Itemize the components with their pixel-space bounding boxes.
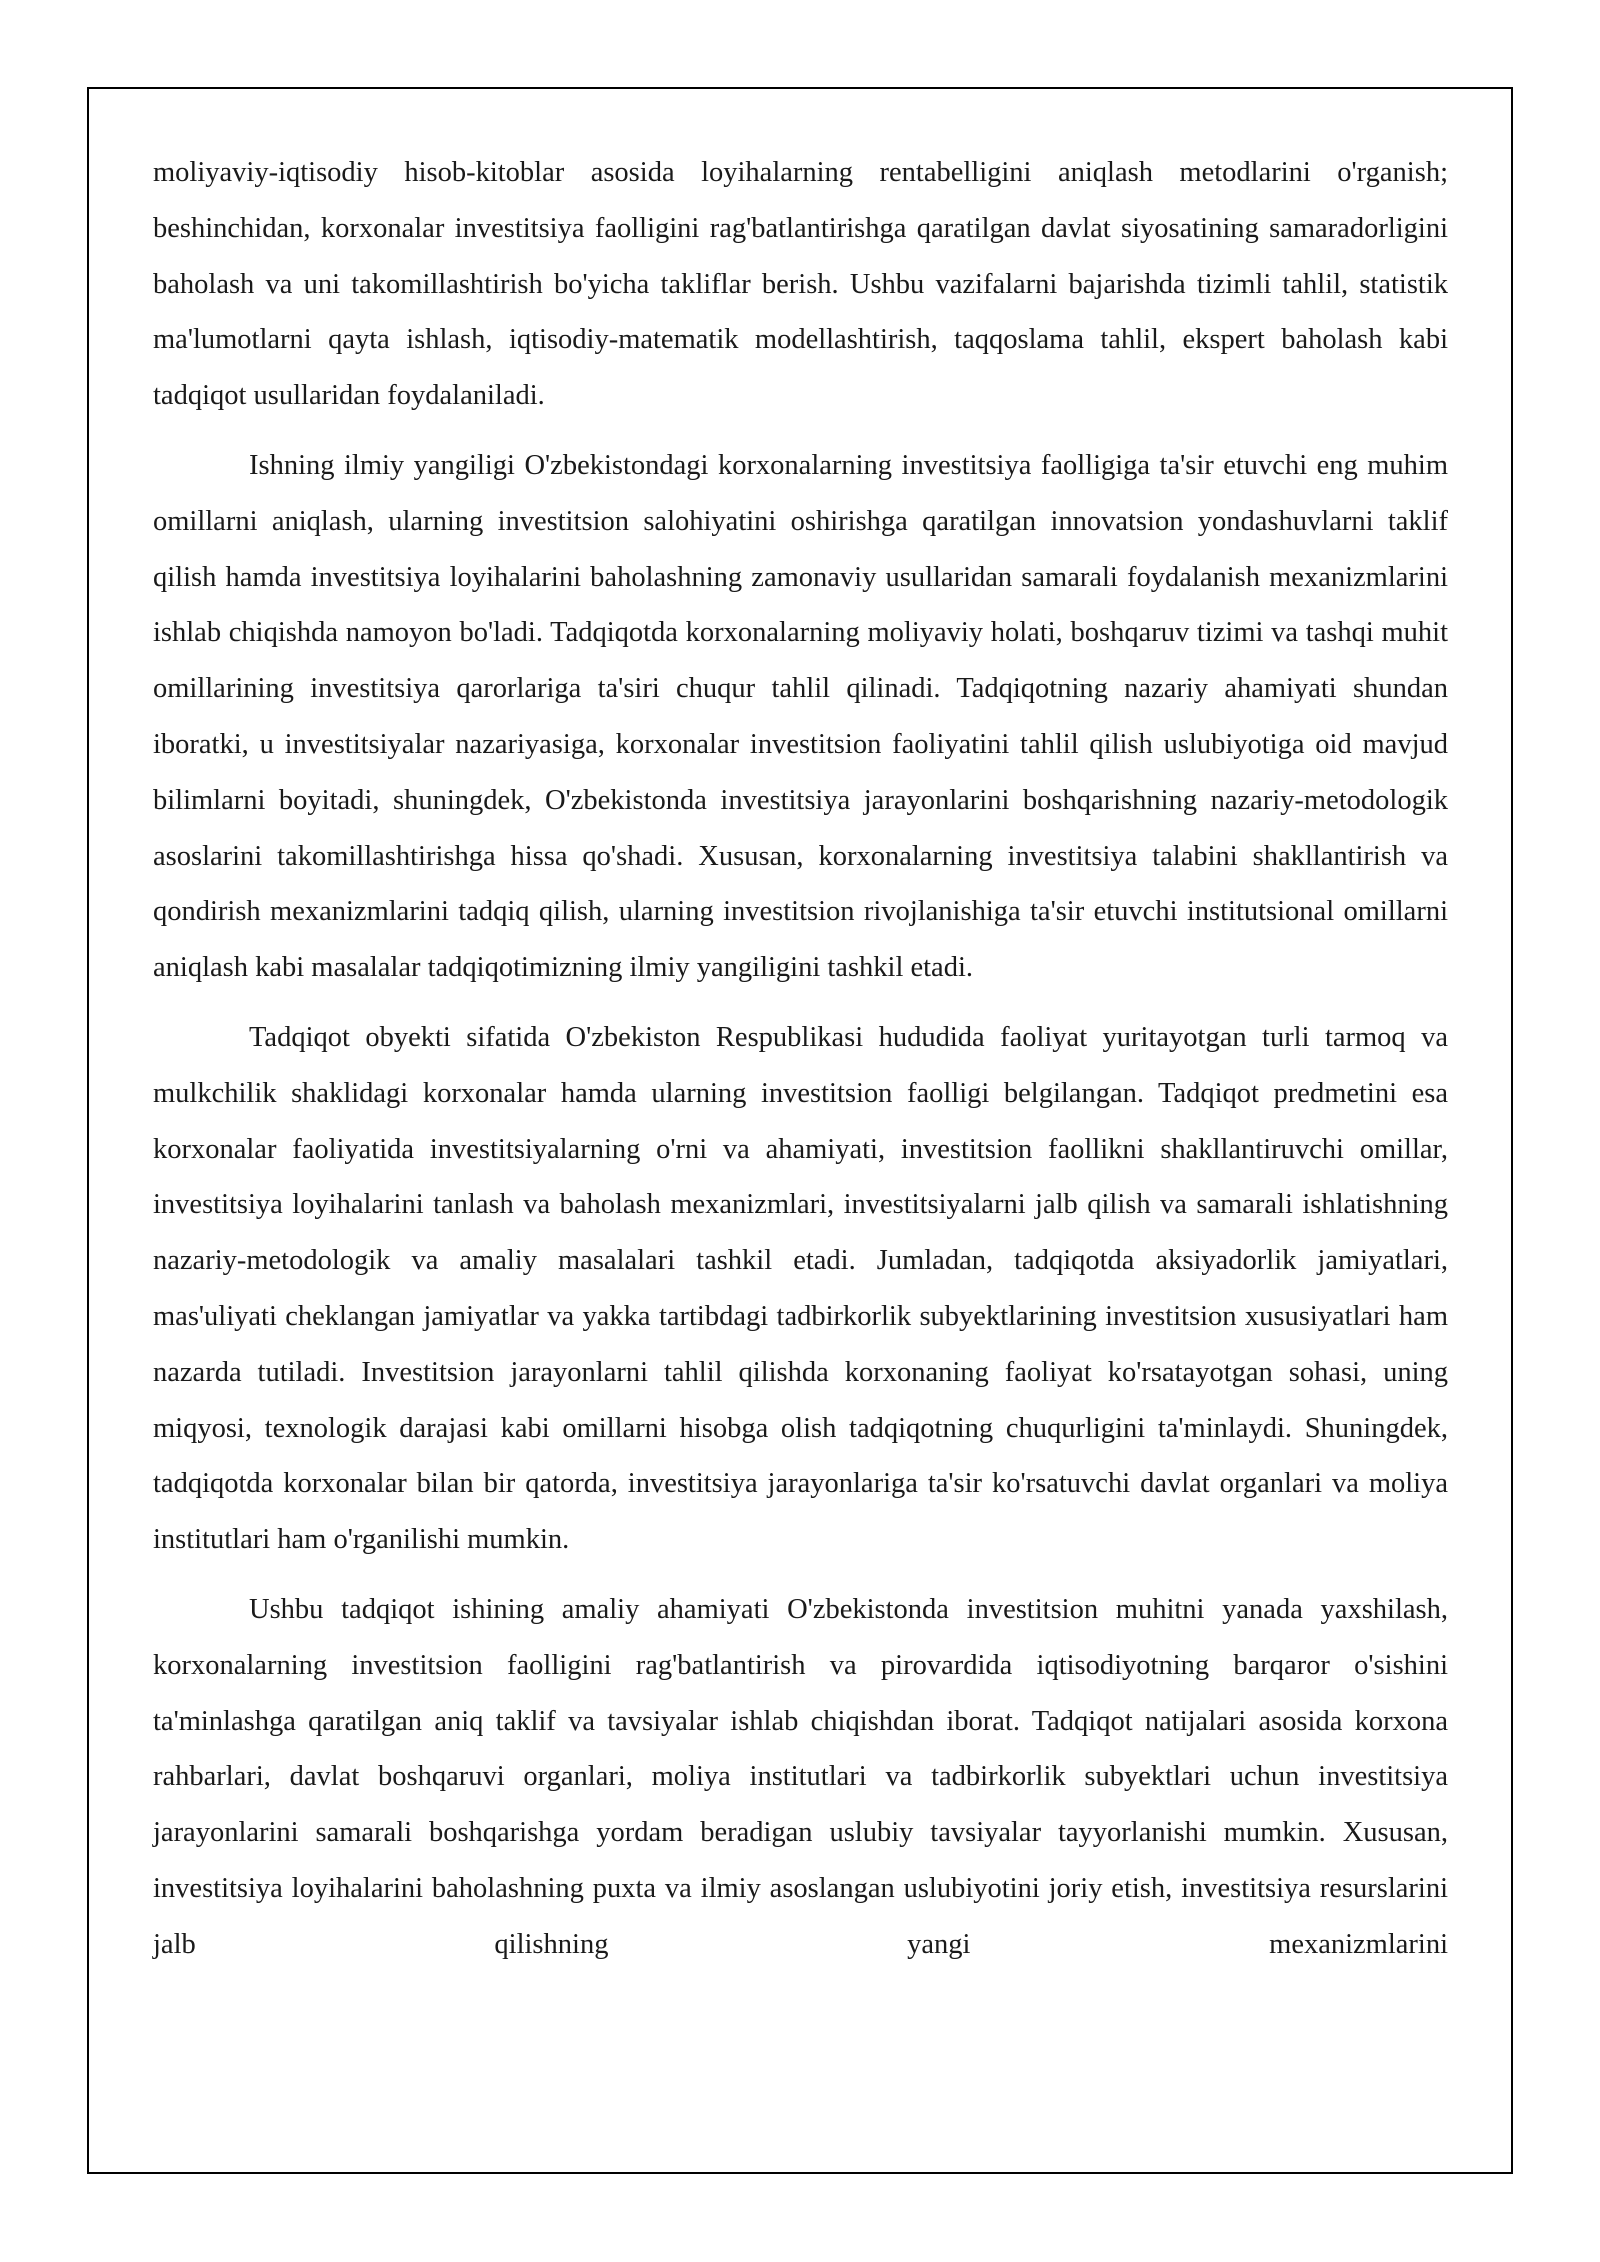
paragraph-practical-significance: Ushbu tadqiqot ishining amaliy ahamiyati O'zbekistonda investitsion muhitni yanada yaxshilash, korxonalarning investitsion faolligini rag'batlantirish va pirovardida iqtisodiyotning barqaror o'sishini ta'minlashga qaratilgan aniq taklif va tavsiyalar ishlab chiqishdan iborat. Tadqiqot natijalari asosida korxona rahbarlari, davlat boshqaruvi organlari, moliya institutlari va tadbirkorlik subyektlari uchun investitsiya jarayonlarini samarali boshqarishga yordam beradigan uslubiy tavsiyalar tayyorlanishi mumkin. Xususan, investitsiya loyihalarini baholashning puxta va ilmiy asoslangan uslubiyotini joriy etish, investitsiya resurslarini jalb qilishning yangi mexanizmlarini xyxy=(153,1593,1448,1960)
paragraph-scientific-novelty: Ishning ilmiy yangiligi O'zbekistondagi korxonalarning investitsiya faolligiga ta'sir etuvchi eng muhim omillarni aniqlash, ularning investitsion salohiyatini oshirishga qaratilgan innovatsion yondashuvlarni taklif qilish hamda investitsiya loyihalarini baholashning zamonaviy usullaridan samarali foydalanish mexanizmlarini ishlab chiqishda namoyon bo'ladi. Tadqiqotda korxonalarning moliyaviy holati, boshqaruv tizimi va tashqi muhit omillarining investitsiya qarorlariga ta'siri chuqur tahlil qilinadi. Tadqiqotning nazariy ahamiyati shundan iboratki, u investitsiyalar nazariyasiga, korxonalar investitsion faoliyatini tahlil qilish uslubiyotiga oid mavjud bilimlarni boyitadi, shuningdek, O'zbekistonda investitsiya jarayonlarini boshqarishning nazariy-metodologik asoslarini takomillashtirishga hissa qo'shadi. Xususan, korxonalarning investitsiya talabini shakllantirish va qondirish mexanizmlarini tadqiq qilish, ularning investitsion rivojlanishiga ta'sir etuvchi institutsional omillarni aniqlash kabi masalalar tadqiqotimizning ilmiy yangiligini tashkil etadi. xyxy=(153,449,1448,984)
document-body xyxy=(153,145,1448,1973)
paragraph-research-object: Tadqiqot obyekti sifatida O'zbekiston Respublikasi hududida faoliyat yuritayotgan turli tarmoq va mulkchilik shaklidagi korxonalar hamda ularning investitsion faolligi belgilangan. Tadqiqot predmetini esa korxonalar faoliyatida investitsiyalarning o'rni va ahamiyati, investitsion faollikni shakllantiruvchi omillar, investitsiya loyihalarini tanlash va baholash mexanizmlari, investitsiyalarni jalb qilish va samarali ishlatishning nazariy-metodologik va amaliy masalalari tashkil etadi. Jumladan, tadqiqotda aksiyadorlik jamiyatlari, mas'uliyati cheklangan jamiyatlar va yakka tartibdagi tadbirkorlik subyektlarining investitsion xususiyatlari ham nazarda tutiladi. Investitsion jarayonlarni tahlil qilishda korxonaning faoliyat ko'rsatayotgan sohasi, uning miqyosi, texnologik darajasi kabi omillarni hisobga olish tadqiqotning chuqurligini ta'minlaydi. Shuningdek, tadqiqotda korxonalar bilan bir qatorda, investitsiya jarayonlariga ta'sir ko'rsatuvchi davlat organlari va moliya institutlari ham o'rganilishi mumkin. xyxy=(153,1021,1448,1556)
paragraph-continued: moliyaviy-iqtisodiy hisob-kitoblar asosida loyihalarning rentabelligini aniqlash metodlarini o'rganish; beshinchidan, korxonalar investitsiya faolligini rag'batlantirishga qaratilgan davlat siyosatining samaradorligini baholash va uni takomillashtirish bo'yicha takliflar berish. Ushbu vazifalarni bajarishda tizimli tahlil, statistik ma'lumotlarni qayta ishlash, iqtisodiy-matematik modellashtirish, taqqoslama tahlil, ekspert baholash kabi tadqiqot usullaridan foydalaniladi. xyxy=(153,157,1448,412)
